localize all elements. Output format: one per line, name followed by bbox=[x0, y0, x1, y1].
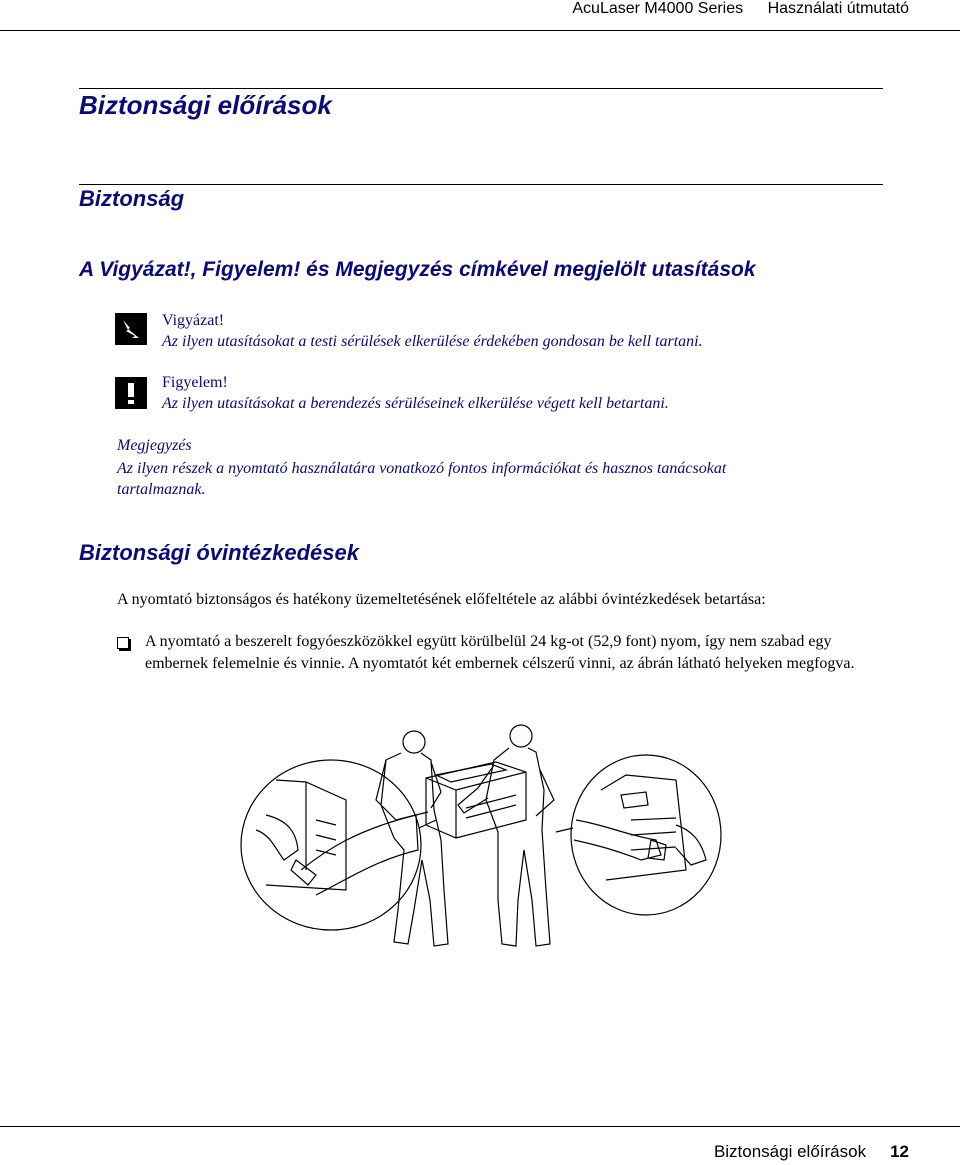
left-detail-circle bbox=[241, 760, 421, 930]
right-person bbox=[458, 725, 554, 946]
chapter-title: Biztonsági előírások bbox=[79, 90, 332, 120]
footer-section: Biztonsági előírások bbox=[713, 1142, 867, 1161]
caution-text: Az ilyen utasításokat a berendezés sérüléseinek elkerülése végett kell betartani. bbox=[162, 395, 669, 412]
running-header bbox=[552, 0, 909, 18]
warning-heading: Vigyázat! bbox=[162, 312, 225, 329]
printer-center bbox=[426, 762, 526, 838]
note-heading: Megjegyzés bbox=[117, 437, 192, 454]
section-title: Biztonság bbox=[79, 186, 185, 211]
precautions-title: Biztonsági óvintézkedések bbox=[79, 540, 359, 565]
precautions-intro: A nyomtató biztonságos és hatékony üzemeltetésének előfeltétele az alábbi óvintézkedések betartása: bbox=[117, 591, 766, 608]
chapter-rule bbox=[79, 88, 883, 89]
subsection-title: A Vigyázat!, Figyelem! és Megjegyzés címkével megjelölt utasítások bbox=[79, 258, 756, 281]
header-product: AcuLaser M4000 Series bbox=[572, 0, 744, 17]
printer-lifting-illustration bbox=[236, 720, 726, 956]
header-guide: Használati útmutató bbox=[767, 0, 909, 17]
footer-rule bbox=[0, 1126, 960, 1127]
exclamation-caution-icon bbox=[115, 377, 147, 409]
header-rule bbox=[0, 30, 960, 31]
lightning-warning-icon bbox=[115, 313, 147, 345]
left-person bbox=[376, 731, 448, 946]
checkbox-bullet-icon bbox=[117, 637, 129, 649]
running-footer bbox=[714, 1142, 909, 1162]
precaution-item: A nyomtató a beszerelt fogyóeszközökkel együtt körülbelül 24 kg-ot (52,9 font) nyom, így nem szabad egy embernek felemelnie és vinnie. A nyomtatót két embernek célszerű vinni, az ábrán látható helyeken megfogva. bbox=[145, 633, 855, 672]
page-number: 12 bbox=[890, 1142, 909, 1161]
warning-text: Az ilyen utasításokat a testi sérülések elkerülése érdekében gondosan be kell tartani. bbox=[162, 333, 703, 350]
right-detail-circle bbox=[571, 755, 721, 915]
section-rule bbox=[79, 184, 883, 185]
note-text: Az ilyen részek a nyomtató használatára vonatkozó fontos információkat és hasznos tanácsokat tartalmaznak. bbox=[117, 460, 727, 498]
caution-heading: Figyelem! bbox=[162, 374, 228, 391]
